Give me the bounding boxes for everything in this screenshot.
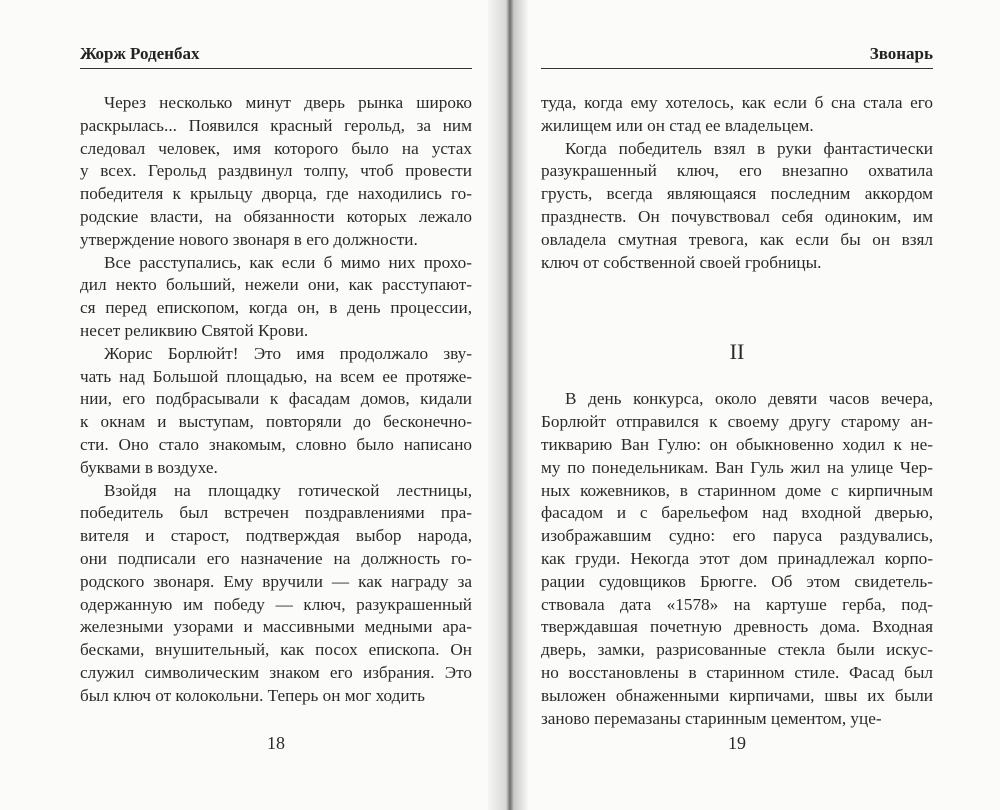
text-line: родского звонаря. Ему вручили — как награду за	[80, 571, 472, 591]
text-line: дил некто больший, нежели они, как расступают-	[80, 275, 472, 295]
page-number: 18	[267, 733, 285, 753]
text-line: тикварию Ван Гулю: он обыкновенно ходил к не-	[541, 434, 933, 454]
text-line: бесками, внушительный, как посох епископа. Он	[80, 640, 472, 660]
text-line: чать над Большой площадью, на всем ее протяже-	[80, 366, 472, 386]
text-line: Жорис Борлюйт! Это имя продолжало зву-	[104, 343, 472, 363]
text-line: фасадом и с барельефом над входной дверью,	[541, 503, 933, 523]
running-head-title: Звонарь	[869, 44, 933, 63]
paragraph	[80, 92, 472, 252]
text-line: у всех. Герольд раздвинул толпу, чтоб провести	[80, 161, 472, 181]
text-line: му по понедельникам. Ван Гуль жил на улице Чер-	[541, 457, 933, 477]
text-line: ствовала дата «1578» на картуше герба, под-	[541, 594, 933, 614]
paragraph	[80, 252, 472, 343]
text-line: жилищем или он стад ее владельцем.	[541, 115, 814, 135]
text-line: к окнам и выступам, повторяли до бесконечно-	[80, 412, 472, 432]
text-line: они подписали его назначение на должность го-	[80, 548, 472, 568]
text-line: одержанную им победу — ключ, разукрашенный	[80, 594, 472, 614]
chapter-heading: II	[729, 339, 745, 365]
text-line: железными узорами и массивными медными ара-	[80, 617, 472, 637]
text-line: несет реликвию Святой Крови.	[80, 320, 309, 340]
text-line: ся перед епископом, когда он, в день процессии,	[80, 298, 472, 318]
text-line: ключ от собственной своей гробницы.	[541, 252, 822, 272]
page-body	[80, 92, 472, 708]
text-line: празднеств. Он почувствовал себя одиноким, им	[541, 206, 933, 226]
text-line: дверь, замки, разрисованные стекла были искус-	[541, 640, 933, 660]
header-rule	[80, 68, 472, 69]
text-line: выложен обнаженными кирпичами, швы их были	[541, 685, 933, 705]
paragraph	[80, 480, 472, 708]
text-line: утверждение нового звонаря в его должности.	[80, 229, 418, 249]
text-line: разукрашенный ключ, его внезапно охватила	[541, 161, 933, 181]
paragraph	[80, 343, 472, 480]
text-line: ных кожевников, в старинном доме с кирпичным	[541, 480, 933, 500]
text-line: Все расступались, как если б мимо них прохо-	[104, 252, 472, 272]
text-line: следовал человек, имя которого было на устах	[80, 138, 472, 158]
header-rule	[541, 68, 933, 69]
paragraph	[541, 92, 933, 138]
text-line: тверждавшая почетную древность дома. Входная	[541, 617, 933, 637]
page-number: 19	[728, 733, 746, 753]
text-line: заново перемазаны старинным цементом, уце-	[541, 708, 882, 728]
text-line: изображавшим судно: его паруса раздувались,	[541, 526, 933, 546]
text-line: рации судовщиков Брюгге. Об этом свидетель-	[541, 571, 933, 591]
text-line: Когда победитель взял в руки фантастически	[565, 138, 933, 158]
paragraph	[541, 388, 933, 730]
text-line: нии, его подбрасывали к фасадам домов, кидали	[80, 389, 472, 409]
running-head-author: Жорж Роденбах	[80, 44, 200, 63]
text-line: родские власти, на обязанности которых лежало	[80, 206, 472, 226]
text-line: сти. Оно стало знакомым, словно было написано	[80, 434, 472, 454]
page-body	[541, 92, 933, 730]
text-line: овладела смутная тревога, как если бы он взял	[541, 229, 933, 249]
text-line: победитель был встречен поздравлениями пра-	[80, 503, 472, 523]
text-line: но восстановлены в старинном стиле. Фасад был	[541, 662, 933, 682]
text-line: Взойдя на площадку готической лестницы,	[104, 480, 472, 500]
text-line: В день конкурса, около девяти часов вечера,	[565, 389, 933, 409]
text-line: Через несколько минут дверь рынка широко	[104, 93, 472, 112]
text-line: был ключ от колокольни. Теперь он мог ходить	[80, 685, 425, 705]
text-line: как груди. Некогда этот дом принадлежал корпо-	[541, 548, 933, 568]
text-line: грусть, всегда являющаяся последним аккордом	[541, 184, 933, 204]
text-line: служил символическим знаком его избрания. Это	[80, 662, 472, 682]
text-line: победителя к крыльцу дворца, где находились го-	[80, 184, 472, 204]
paragraph	[541, 138, 933, 275]
book-gutter-shadow	[488, 0, 528, 810]
text-line: буквами в воздухе.	[80, 457, 218, 477]
text-line: раскрылась... Появился красный герольд, за ним	[80, 115, 472, 135]
text-line: туда, когда ему хотелось, как если б сна стала его	[541, 93, 933, 112]
text-line: Борлюйт отправился к своему другу старому ан-	[541, 412, 933, 432]
text-line: вителя и старост, подтверждая выбор народа,	[80, 526, 472, 546]
